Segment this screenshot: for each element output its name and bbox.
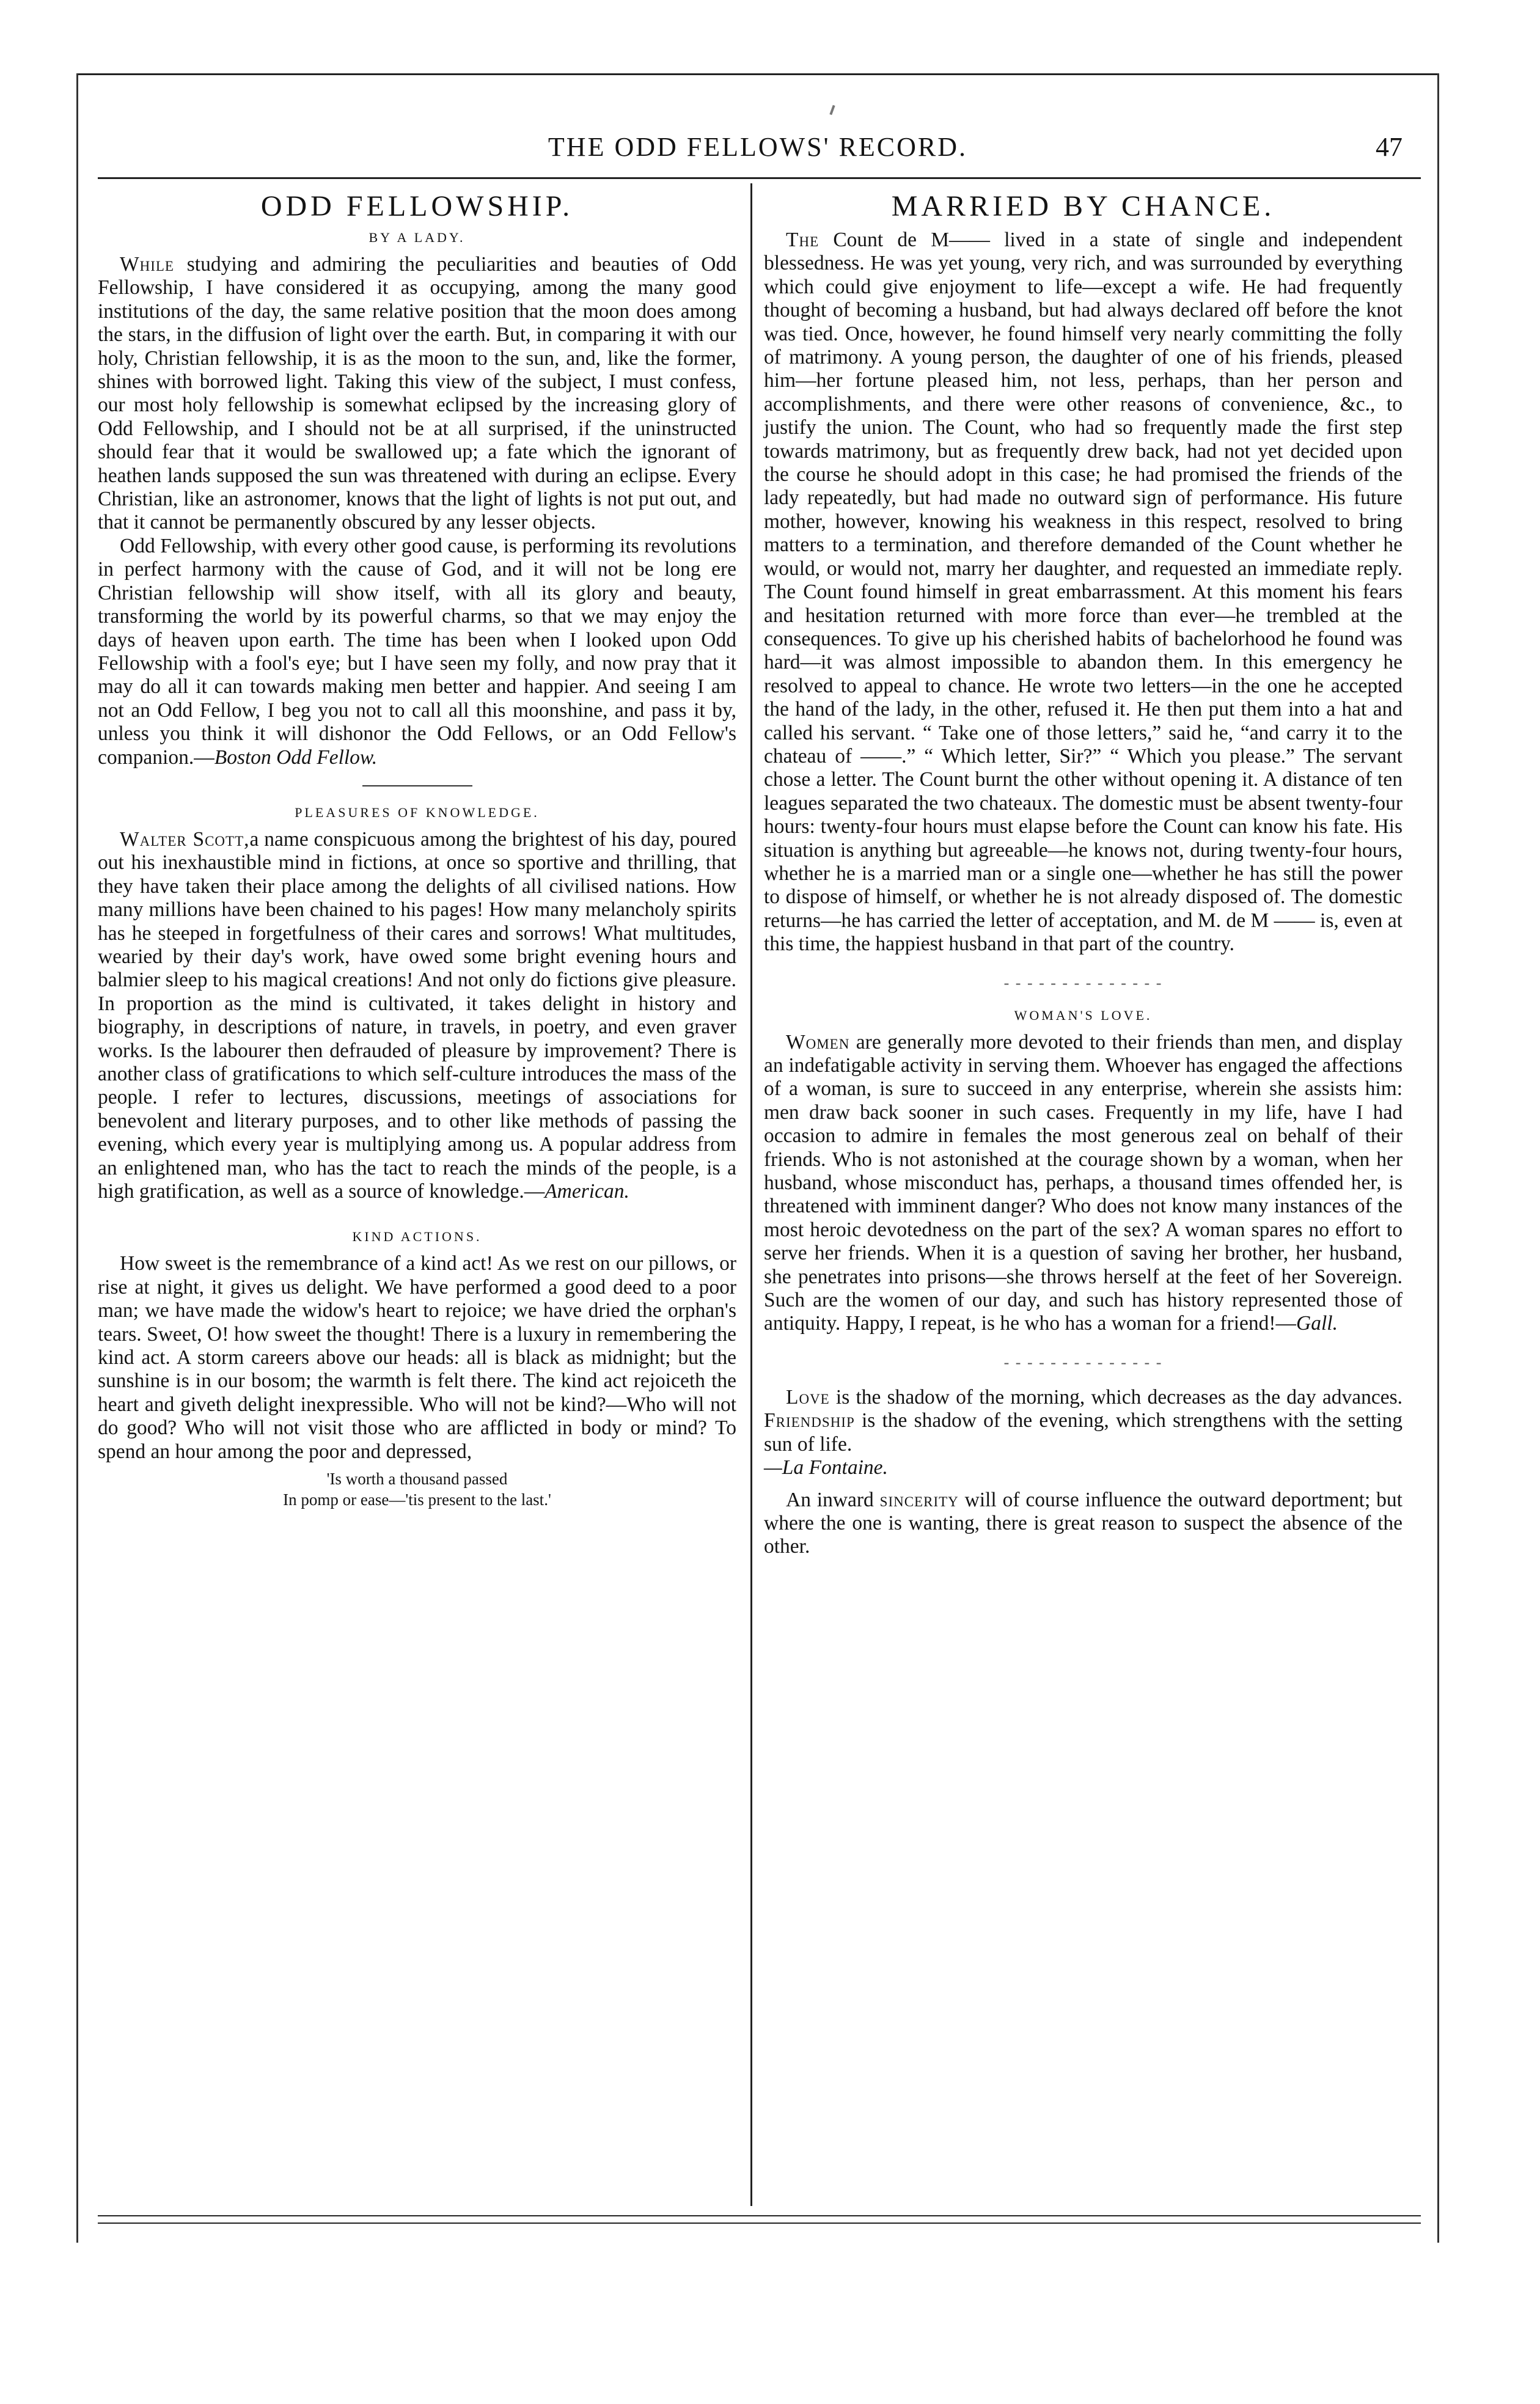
sincerity-paragraph: An inward sincerity will of course influence the outward deportment; but where the one is wanting, there is great reason to suspect the absence of the other. <box>764 1488 1402 1558</box>
source-credit: American. <box>544 1180 629 1203</box>
article-title-womans-love: WOMAN'S LOVE. <box>1014 1007 1153 1023</box>
page-number: 47 <box>1376 132 1402 162</box>
verse-line-2: In pomp or ease—'tis present to the last.' <box>283 1490 551 1509</box>
section-rule <box>362 785 472 786</box>
dotted-separator: - - - - - - - - - - - - - - <box>1003 973 1163 992</box>
drop-lead-word: The <box>786 229 820 251</box>
frame-top-rule <box>76 73 1439 75</box>
frame-left-rule <box>76 73 78 2243</box>
column-divider <box>750 183 752 2206</box>
married-by-chance-paragraph: The Count de M—— lived in a state of single and independent blessedness. He was yet young, very rich, and was surrounded by everything which could give enjoyment to life—except a wife. He had frequently thought of becoming a husband, but had always declared off before the knot was tied. Once, however, he found himself very nearly committing the folly of matrimony. A young person, the daughter of one of his friends, pleased him—her fortune pleased him, not less, perhaps, than her person and accomplishments, and there were other reasons of convenience, &c., to justify the union. The Count, who had so frequently made the first step towards matrimony, but as frequently drew back, had not yet decided upon the course he should adopt in this case; he had promised the friends of the lady repeatedly, but had made no outward sign of performance. His future mother, however, knowing his weakness in this respect, resolved to bring matters to a termination, and therefore demanded of the Count whether he would, or would not, marry her daughter, and requested an immediate reply. The Count found himself in great embarrassment. At this moment his fears and hesitation returned with more force than ever—he trembled at the consequences. To give up his cherished habits of bachelorhood he found was hard—it was almost impossible to abandon them. In this emergency he resolved to appeal to chance. He wrote two letters—in the one he accepted the hand of the lady, in the other, refused it. He then put them into a hat and called his servant. “ Take one of those letters,” said he, “and carry it to the chateau of ——.” “ Which letter, Sir?” “ Which you please.” The servant chose a letter. The Count burnt the other without opening it. A distance of ten leagues separated the two chateaux. The domestic must be absent twenty-four hours: twenty-four hours must elapse before the Count can know his fate. His situation is anything but agreeable—he knows not, during twenty-four hours, whether he is a married man or a single one—whether he has still the power to dispose of himself, or whether he is not already disposed of. The domestic returns—he has carried the letter of acceptation, and M. de M —— is, even at this time, the happiest husband in that part of the country. <box>764 229 1402 956</box>
byline: BY A LADY. <box>369 230 466 245</box>
love-friendship-paragraph: Love is the shadow of the morning, which decreases as the day advances. Friendship is the shadow of the evening, which strengthens with the setting sun of life. <box>764 1385 1402 1456</box>
source-credit: Gall. <box>1296 1312 1338 1335</box>
article-title-odd-fellowship: ODD FELLOWSHIP. <box>260 190 574 222</box>
running-title: THE ODD FELLOWS' RECORD. <box>548 132 968 162</box>
verse-line-1: 'Is worth a thousand passed <box>326 1470 508 1489</box>
bottom-rule-2 <box>98 2223 1421 2224</box>
drop-lead-word: While <box>120 253 174 276</box>
frame-right-rule <box>1437 73 1439 2243</box>
bottom-rules <box>98 2215 1421 2230</box>
article-title-pleasures: PLEASURES OF KNOWLEDGE. <box>295 804 540 820</box>
left-column <box>98 189 736 1510</box>
odd-fellowship-paragraph-2: Odd Fellowship, with every other good cause, is performing its revolutions in perfect harmony with the cause of God, and it will not be long ere Christian fellowship will show itself, with all its glory and beauty, transforming the world by its powerful charms, so that we may enjoy the days of heaven upon earth. The time has been when I looked upon Odd Fellowship with a fool's eye; but I have seen my folly, and now pray that it may do all it can towards making men better and happier. And seeing I am not an Odd Fellow, I beg you not to call all this moonshine, and pass it by, unless you think it will dishonor the Odd Fellows, or an Odd Fellow's companion.—Boston Odd Fellow. <box>98 534 736 769</box>
source-credit: —La Fontaine. <box>764 1456 888 1479</box>
source-credit: Boston Odd Fellow. <box>214 746 378 769</box>
running-header <box>98 131 1418 174</box>
womans-love-paragraph: Women are generally more devoted to their friends than men, and display an indefatigable activity in serving them. Whoever has engaged the affections of a woman, is sure to succeed in any enterprise, wherein she assists him: men draw back sooner in such cases. Frequently in my life, have I had occasion to admire in females the most generous zeal on behalf of their friends. Who is not astonished at the courage shown by a woman, when her husband, whose misconduct has, perhaps, a thousand times offended her, is threatened with imminent danger? Who does not know many instances of the most heroic devotedness on the part of the sex? A woman spares no effort to serve her friends. When it is a question of saving her brother, her husband, she penetrates into prisons—she throws herself at the feet of her Sovereign. Such are the women of our day, and such has history represented those of antiquity. Happy, I repeat, is he who has a woman for a friend!—Gall. <box>764 1030 1402 1335</box>
drop-lead-word: Women <box>786 1030 850 1054</box>
drop-lead-word: Walter Scott, <box>120 827 250 851</box>
ink-mark <box>829 105 835 115</box>
right-column <box>764 189 1402 1559</box>
header-rule <box>98 177 1421 179</box>
bottom-rule-1 <box>98 2215 1421 2216</box>
article-title-married-by-chance: MARRIED BY CHANCE. <box>891 190 1275 222</box>
drop-lead-word: Love <box>786 1385 830 1409</box>
dotted-separator: - - - - - - - - - - - - - - <box>1003 1353 1163 1371</box>
odd-fellowship-paragraph-1: While studying and admiring the peculiarities and beauties of Odd Fellowship, I have considered it as occupying, among the many good institutions of the day, the same relative position that the moon does among the stars, in the diffusion of light over the earth. But, in comparing it with our holy, Christian fellowship, it is as the moon to the sun, and, like the former, shines with borrowed light. Taking this view of the subject, I must confess, our most holy fellowship is somewhat eclipsed by the increasing glory of Odd Fellowship, and I should not be at all surprised, if the uninstructed should fear that it would be swallowed up; a fate which the ignorant of heathen lands supposed the sun was threatened with during an eclipse. Every Christian, like an astronomer, knows that the light of lights is not put out, and that it cannot be permanently obscured by any lesser objects. <box>98 253 736 534</box>
article-title-kind-actions: KIND ACTIONS. <box>352 1229 482 1245</box>
kind-actions-paragraph: How sweet is the remembrance of a kind act! As we rest on our pillows, or rise at night, it gives us delight. We have performed a good deed to a poor man; we have made the widow's heart to rejoice; we have dried the orphan's tears. Sweet, O! how sweet the thought! There is a luxury in remembering the kind act. A storm careers above our heads: all is black as midnight; but the sunshine is in our bosom; the warmth is felt there. The kind act rejoiceth the heart and giveth delight inexpressible. Who will not be kind?—Who will not do good? Who will not visit those who are afflicted in body or mind? To spend an hour among the poor and depressed, <box>98 1252 736 1463</box>
pleasures-paragraph: Walter Scott,a name conspicuous among the brightest of his day, poured out his inexhaustible mind in fictions, at once so sportive and thrilling, that they have taken their place among the delights of all civilised nations. How many millions have been chained to his pages! How many melancholy spirits has he steeped in forgetfulness of their cares and sorrows! What multitudes, wearied by their day's work, have owed some bright evening hours and balmier sleep to his magical creations! And not only do fictions give pleasure. In proportion as the mind is cultivated, it takes delight in history and biography, in descriptions of nature, in travels, in poetry, and even graver works. Is the labourer then defrauded of pleasure by improvement? There is another class of gratifications to which self-culture introduces the mass of the people. I refer to lectures, discussions, meetings of associations for benevolent and literary purposes, and to other like methods of passing the evening, which every year is multiplying among us. A popular address from an enlightened man, who has the tact to reach the minds of the people, is a high gratification, as well as a source of knowledge.—American. <box>98 827 736 1203</box>
